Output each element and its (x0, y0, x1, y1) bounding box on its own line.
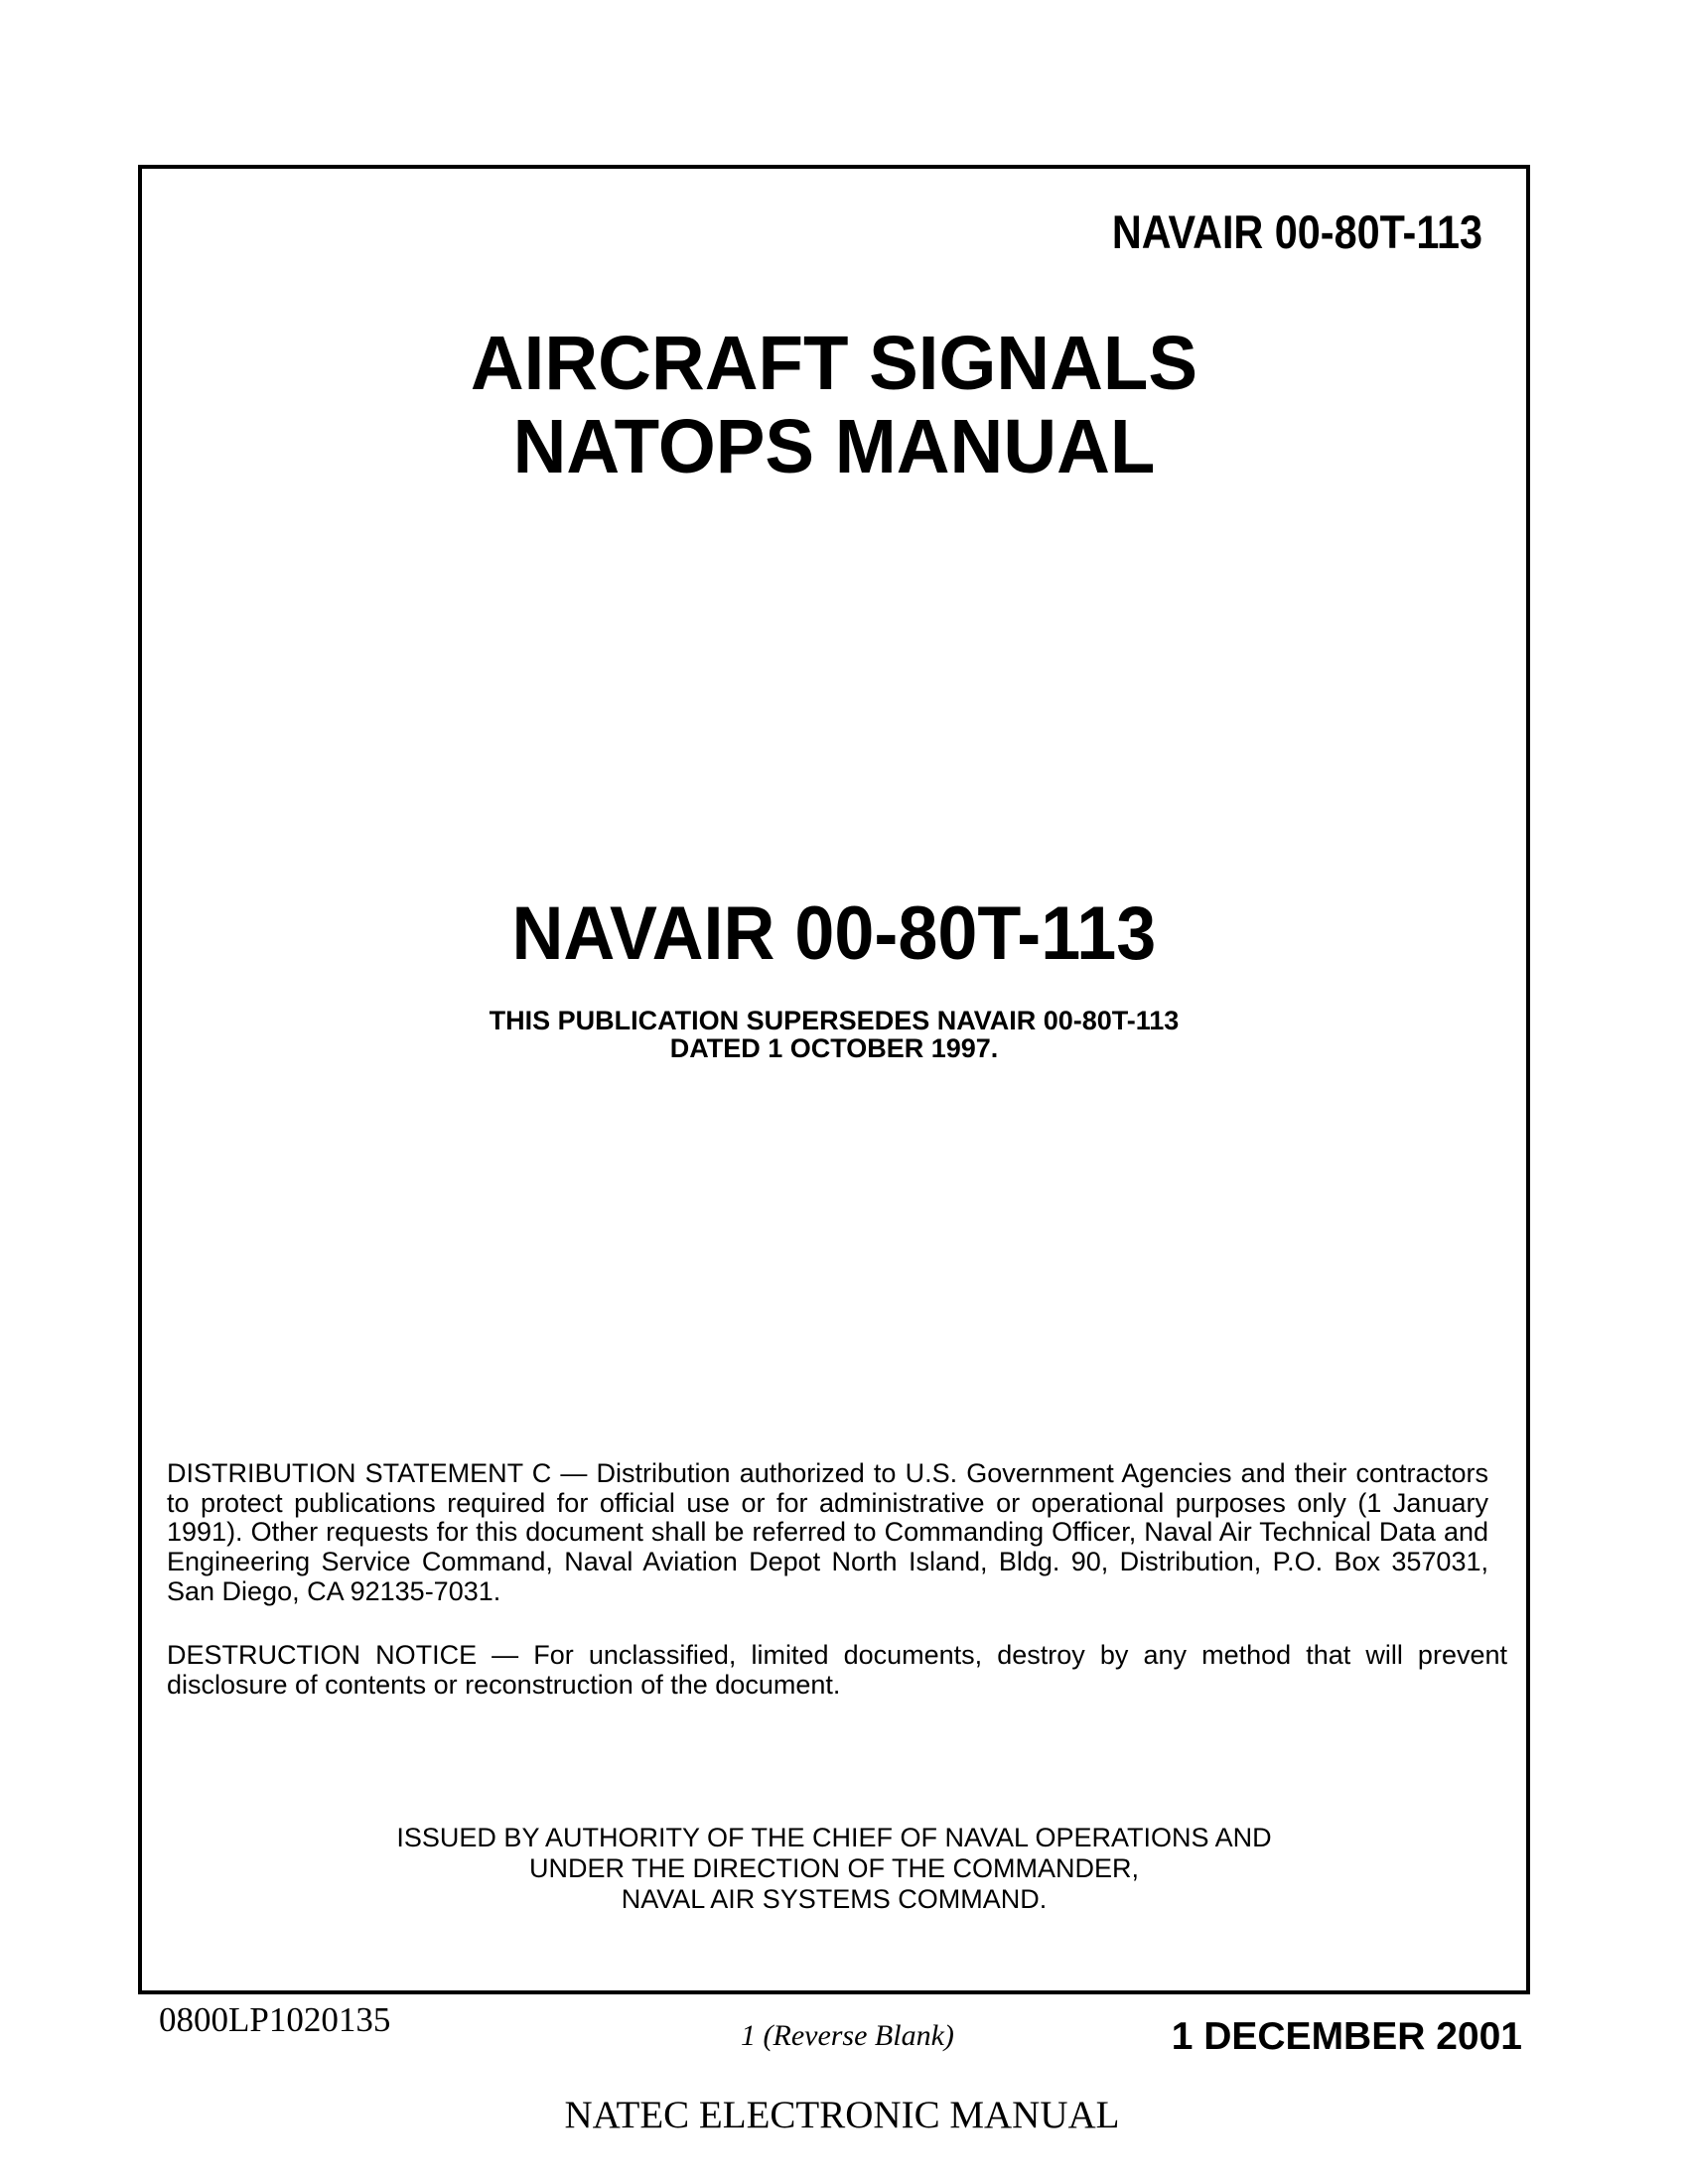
distribution-line-1: DISTRIBUTION STATEMENT C — Distribution authorized to U.S. Government Agencies and their contractors (167, 1458, 1488, 1488)
destruction-notice (167, 1641, 1507, 1700)
title-line-2: NATOPS MANUAL (512, 404, 1156, 489)
distribution-statement (167, 1459, 1488, 1607)
manual-title (138, 322, 1530, 488)
publication-number (138, 891, 1530, 976)
distribution-line-3: 1991). Other requests for this document shall be referred to Commanding Officer, Naval Air Technical Data and (167, 1517, 1488, 1548)
title-line-1: AIRCRAFT SIGNALS (470, 321, 1198, 406)
supersedes-line-1: THIS PUBLICATION SUPERSEDES NAVAIR 00-80T-113 (489, 1006, 1180, 1035)
distribution-line-2: to protect publications required for official use or for administrative or operational purposes only (1 January (167, 1487, 1488, 1518)
supersedes-line-2: DATED 1 OCTOBER 1997. (669, 1033, 999, 1063)
issuing-authority (138, 1823, 1530, 1915)
publication-date: 1 DECEMBER 2001 (1171, 2015, 1522, 2058)
issued-line-1: ISSUED BY AUTHORITY OF THE CHIEF OF NAVAL OPERATIONS AND (396, 1823, 1272, 1852)
distribution-line-5: San Diego, CA 92135-7031. (167, 1575, 501, 1606)
page-number-label: 1 (Reverse Blank) (741, 2019, 954, 2052)
destruction-line-1: DESTRUCTION NOTICE — For unclassified, limited documents, destroy by any method that will prevent (167, 1640, 1507, 1670)
publication-number-text: NAVAIR 00-80T-113 (511, 891, 1157, 976)
header-publication-id: NAVAIR 00-80T-113 (1111, 205, 1482, 258)
issued-line-2: UNDER THE DIRECTION OF THE COMMANDER, (528, 1853, 1140, 1883)
issued-line-3: NAVAL AIR SYSTEMS COMMAND. (621, 1884, 1048, 1914)
supersedes-notice (138, 1007, 1530, 1062)
distribution-line-4: Engineering Service Command, Naval Aviation Depot North Island, Bldg. 90, Distribution, P.O. Box 357031, (167, 1547, 1488, 1577)
destruction-line-2: disclosure of contents or reconstruction of the document. (167, 1669, 841, 1700)
control-code: 0800LP1020135 (159, 2000, 391, 2039)
natec-banner: NATEC ELECTRONIC MANUAL (564, 2094, 1120, 2136)
